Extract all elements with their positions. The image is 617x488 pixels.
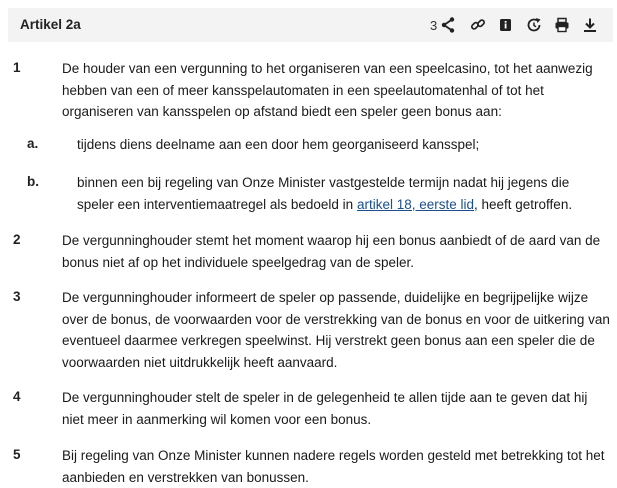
paragraph-1-number: 1 [13, 60, 21, 75]
paragraph-1b-label: b. [27, 174, 39, 189]
print-icon [553, 16, 571, 34]
history-button[interactable] [525, 16, 543, 34]
info-button[interactable] [497, 16, 515, 34]
paragraph-3-text: De vergunninghouder informeert de speler op passende, duidelijke en begrijpelijke wijze over de bonus, de voorwaarden voor de verstrekking van de bonus en voor de uitkering van eventueel daarmee verkregen speelwinst. Hij verstrekt geen bonus aan een speler die de voorwaarden niet uitdrukkelijk heeft aanvaard. [62, 290, 610, 370]
paragraph-1b-text [77, 172, 607, 215]
paragraph-1a-text: tijdens diens deelname aan een door hem georganiseerd kansspel; [77, 137, 480, 152]
paragraph-1b-text-after: , heeft getroffen. [474, 196, 573, 212]
paragraph-1-text: De houder van een vergunning to het organiseren van een speelcasino, tot het aanwezig hebben van een of meer kansspelautomaten in een speelautomatenhal of tot het organiseren van kansspelen op afstand biedt een speler geen bonus aan: [62, 61, 593, 119]
paragraph-4-text: De vergunninghouder stelt de speler in de gelegenheid te allen tijde aan te geven dat hij niet meer in aanmerking wil komen voor een bonus. [62, 390, 588, 427]
download-icon [581, 16, 599, 34]
paragraph-3-number: 3 [13, 289, 21, 304]
article-header [8, 8, 613, 42]
paragraph-5-number: 5 [13, 447, 21, 462]
paragraph-1b-text-before: binnen een bij regeling van Onze Minister vastgestelde termijn nadat hij jegens die speler een interventiemaatregel als bedoeld in [77, 175, 570, 212]
info-icon [497, 16, 515, 34]
print-button[interactable] [553, 16, 571, 34]
article-18-link[interactable]: artikel 18, eerste lid [356, 196, 474, 212]
paragraph-1a-label: a. [27, 136, 39, 151]
download-button[interactable] [581, 16, 599, 34]
article-title: Artikel 2a [20, 17, 81, 32]
copy-link-button[interactable] [469, 16, 487, 34]
link-icon [469, 16, 487, 34]
share-icon [439, 16, 457, 34]
history-icon [525, 16, 543, 34]
paragraph-2-number: 2 [13, 232, 21, 247]
paragraph-4-number: 4 [13, 389, 21, 404]
share-count: 3 [430, 18, 438, 33]
paragraph-2-text: De vergunninghouder stemt het moment waarop hij een bonus aanbiedt of de aard van de bonus niet af op het individuele speelgedrag van de speler. [62, 233, 601, 270]
share-button[interactable] [430, 16, 457, 34]
paragraph-5-text: Bij regeling van Onze Minister kunnen nadere regels worden gesteld met betrekking tot het aanbieden en verstrekken van bonussen. [62, 448, 605, 485]
